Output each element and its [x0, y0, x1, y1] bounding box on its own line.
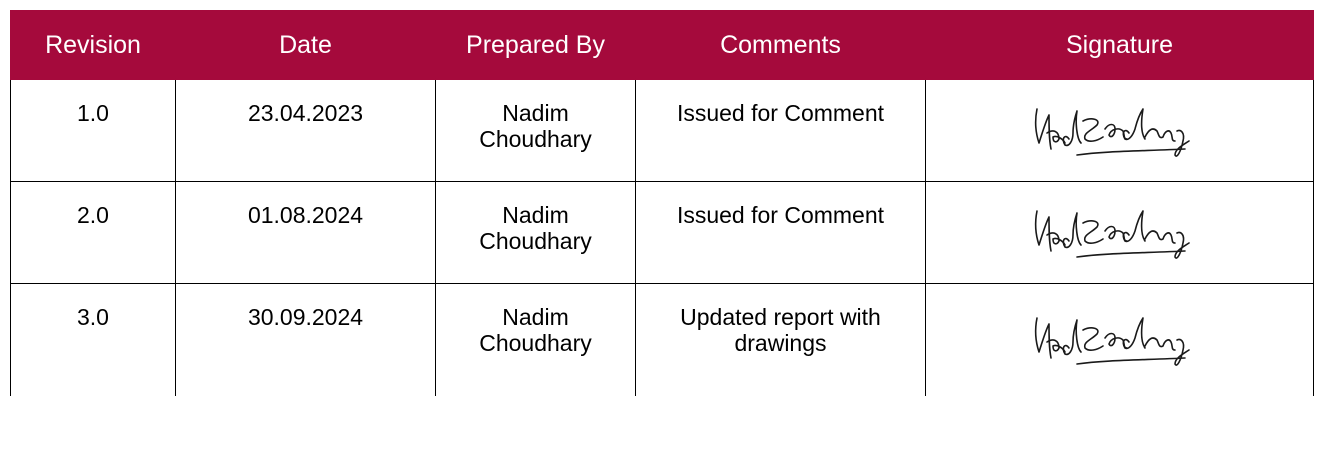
header-signature: Signature: [926, 11, 1314, 80]
signature-icon: [1025, 308, 1215, 378]
header-prepared-by: Prepared By: [436, 11, 636, 80]
comments-cell: [636, 182, 926, 284]
prepared-by-cell: [436, 80, 636, 182]
revision-value: 1.0: [77, 100, 109, 126]
prepared-by-cell: [436, 284, 636, 397]
signature-image: [926, 308, 1313, 378]
date-cell: [176, 182, 436, 284]
date-value: 01.08.2024: [247, 202, 364, 228]
signature-cell: [926, 182, 1314, 284]
table-row: [11, 284, 1314, 397]
header-row: [11, 11, 1314, 80]
header-revision: Revision: [11, 11, 176, 80]
signature-cell: [926, 284, 1314, 397]
prepared-by-first: Nadim: [502, 202, 569, 228]
comment-line: Updated report with: [680, 304, 881, 330]
date-value: 23.04.2023: [247, 100, 364, 126]
table-row: [11, 80, 1314, 182]
signature-cell: [926, 80, 1314, 182]
comment-line: Issued for Comment: [676, 202, 885, 228]
comments-cell: [636, 80, 926, 182]
date-cell: [176, 80, 436, 182]
header-comments: Comments: [636, 11, 926, 80]
revision-cell: [11, 80, 176, 182]
revision-cell: [11, 182, 176, 284]
prepared-by-cell: [436, 182, 636, 284]
revision-table: [10, 10, 1314, 396]
prepared-by-first: Nadim: [502, 100, 569, 126]
prepared-by-last: Choudhary: [479, 228, 592, 254]
comment-line: drawings: [734, 330, 827, 356]
revision-cell: [11, 284, 176, 397]
prepared-by-last: Choudhary: [479, 330, 592, 356]
comment-line: Issued for Comment: [676, 100, 885, 126]
comments-cell: [636, 284, 926, 397]
signature-icon: [1025, 201, 1215, 271]
signature-image: [926, 99, 1313, 169]
revision-value: 3.0: [77, 304, 109, 330]
date-value: 30.09.2024: [247, 304, 364, 330]
table-row: [11, 182, 1314, 284]
signature-image: [926, 201, 1313, 271]
date-cell: [176, 284, 436, 397]
header-date: Date: [176, 11, 436, 80]
prepared-by-first: Nadim: [502, 304, 569, 330]
prepared-by-last: Choudhary: [479, 126, 592, 152]
signature-icon: [1025, 99, 1215, 169]
revision-value: 2.0: [77, 202, 109, 228]
